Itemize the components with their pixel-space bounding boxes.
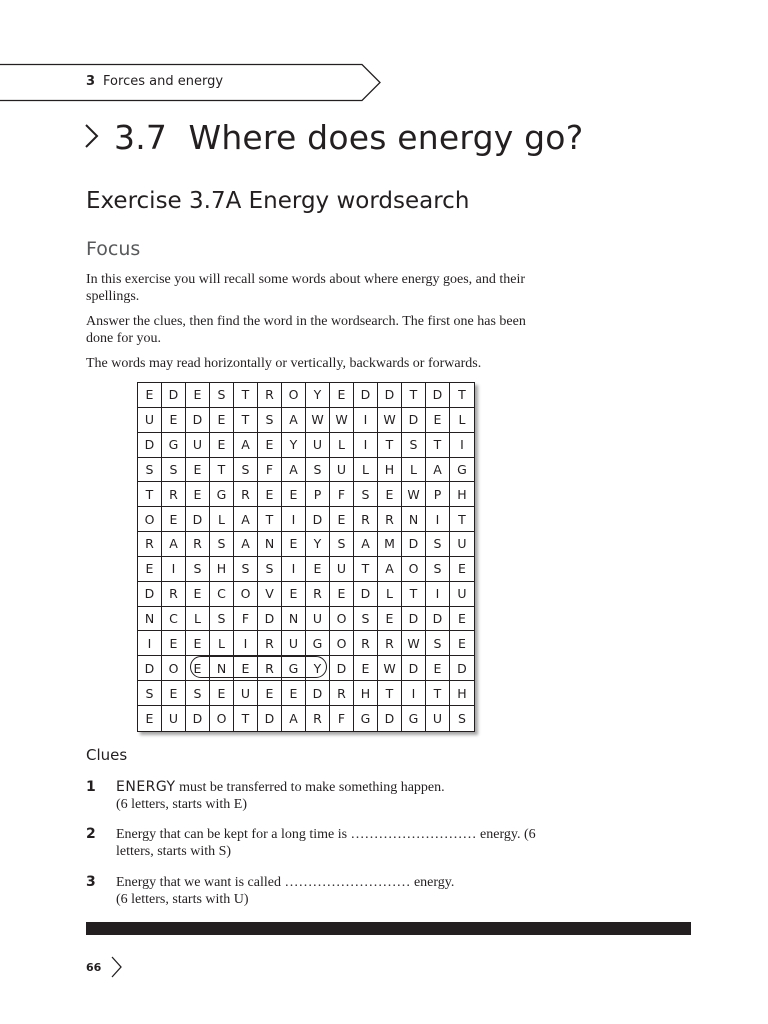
exercise-title: Exercise 3.7A Energy wordsearch	[86, 188, 470, 214]
grid-cell: D	[450, 656, 474, 681]
grid-cell: T	[234, 408, 258, 433]
grid-cell: L	[450, 408, 474, 433]
clue-answer: ENERGY	[116, 779, 176, 795]
grid-cell: E	[426, 408, 450, 433]
grid-cell: R	[354, 507, 378, 532]
focus-paragraph: The words may read horizontally or vertically, backwards or forwards.	[86, 356, 482, 371]
grid-cell: S	[138, 681, 162, 706]
grid-cell: I	[402, 681, 426, 706]
grid-cell: S	[210, 607, 234, 632]
grid-cell: E	[210, 433, 234, 458]
grid-cell: L	[378, 582, 402, 607]
grid-cell: L	[210, 631, 234, 656]
grid-cell: N	[258, 532, 282, 557]
grid-cell: S	[162, 458, 186, 483]
grid-cell: R	[162, 582, 186, 607]
grid-cell: E	[426, 656, 450, 681]
chevron-right-icon	[84, 123, 100, 149]
grid-cell: W	[378, 656, 402, 681]
chapter-number: 3	[86, 74, 96, 89]
clue-sentence: must be transferred to make something happen.	[175, 780, 445, 795]
grid-cell: N	[282, 607, 306, 632]
grid-cell: E	[234, 656, 258, 681]
grid-cell: E	[162, 507, 186, 532]
grid-cell: I	[162, 557, 186, 582]
grid-cell: I	[354, 408, 378, 433]
grid-cell: S	[210, 383, 234, 408]
grid-cell: I	[450, 433, 474, 458]
grid-cell: T	[234, 706, 258, 731]
grid-cell: T	[426, 681, 450, 706]
grid-cell: L	[402, 458, 426, 483]
grid-cell: S	[186, 557, 210, 582]
grid-cell: I	[426, 582, 450, 607]
clues-heading: Clues	[86, 746, 128, 764]
grid-cell: D	[402, 607, 426, 632]
grid-cell: F	[330, 706, 354, 731]
grid-cell: D	[162, 383, 186, 408]
grid-cell: T	[138, 482, 162, 507]
wordsearch-grid	[137, 382, 475, 732]
grid-cell: S	[258, 408, 282, 433]
page-number: 66	[86, 961, 102, 974]
grid-cell: G	[306, 631, 330, 656]
grid-cell: W	[330, 408, 354, 433]
grid-cell: P	[426, 482, 450, 507]
grid-cell: A	[234, 433, 258, 458]
grid-cell: D	[306, 681, 330, 706]
grid-cell: Y	[306, 656, 330, 681]
grid-cell: Y	[306, 532, 330, 557]
grid-cell: D	[138, 656, 162, 681]
section-title	[84, 118, 583, 157]
grid-cell: H	[450, 482, 474, 507]
grid-cell: Y	[282, 433, 306, 458]
grid-cell: T	[378, 681, 402, 706]
grid-cell: E	[210, 408, 234, 433]
grid-cell: U	[306, 607, 330, 632]
grid-cell: T	[426, 433, 450, 458]
grid-cell: D	[306, 507, 330, 532]
grid-cell: D	[186, 706, 210, 731]
grid-cell: E	[162, 681, 186, 706]
grid-cell: E	[354, 656, 378, 681]
grid-cell: I	[354, 433, 378, 458]
grid-cell: S	[426, 631, 450, 656]
chapter-title: Forces and energy	[103, 74, 224, 89]
grid-cell: G	[282, 656, 306, 681]
grid-cell: I	[282, 507, 306, 532]
grid-cell: U	[138, 408, 162, 433]
grid-cell: A	[162, 532, 186, 557]
grid-cell: E	[186, 383, 210, 408]
clue-sentence: Energy that we want is called ……………………… energy.	[116, 875, 455, 890]
focus-paragraph: In this exercise you will recall some words about where energy goes, and their spellings.	[86, 272, 526, 304]
grid-cell: E	[186, 656, 210, 681]
clue-text	[116, 779, 536, 813]
grid-cell: R	[354, 631, 378, 656]
grid-cell: S	[426, 532, 450, 557]
clue-text	[116, 874, 536, 908]
grid-cell: U	[450, 532, 474, 557]
grid-cell: E	[450, 631, 474, 656]
grid-cell: W	[306, 408, 330, 433]
grid-cell: U	[330, 557, 354, 582]
grid-cell: C	[210, 582, 234, 607]
grid-cell: I	[282, 557, 306, 582]
focus-heading: Focus	[86, 238, 141, 260]
grid-cell: I	[234, 631, 258, 656]
grid-cell: S	[186, 681, 210, 706]
grid-cell: T	[234, 383, 258, 408]
grid-cell: U	[186, 433, 210, 458]
grid-cell: T	[258, 507, 282, 532]
grid-cell: G	[402, 706, 426, 731]
grid-cell: V	[258, 582, 282, 607]
grid-cell: C	[162, 607, 186, 632]
grid-cell: G	[162, 433, 186, 458]
grid-cell: E	[258, 433, 282, 458]
grid-cell: D	[258, 607, 282, 632]
grid-cell: E	[282, 482, 306, 507]
grid-cell: D	[426, 383, 450, 408]
grid-cell: R	[378, 631, 402, 656]
grid-cell: E	[306, 557, 330, 582]
grid-cell: A	[234, 532, 258, 557]
grid-cell: N	[402, 507, 426, 532]
grid-cell: O	[402, 557, 426, 582]
grid-cell: G	[210, 482, 234, 507]
grid-cell: R	[138, 532, 162, 557]
clue-hint: (6 letters, starts with E)	[116, 797, 248, 812]
grid-cell: D	[354, 582, 378, 607]
grid-cell: G	[354, 706, 378, 731]
grid-cell: D	[402, 532, 426, 557]
grid-cell: T	[210, 458, 234, 483]
grid-cell: E	[282, 681, 306, 706]
grid-cell: L	[354, 458, 378, 483]
grid-cell: T	[378, 433, 402, 458]
chevron-right-icon	[110, 955, 124, 979]
grid-cell: O	[162, 656, 186, 681]
grid-cell: S	[306, 458, 330, 483]
grid-cell: E	[138, 557, 162, 582]
grid-cell: S	[138, 458, 162, 483]
grid-cell: U	[330, 458, 354, 483]
clue-number: 2	[86, 826, 96, 842]
grid-cell: E	[162, 631, 186, 656]
grid-cell: P	[306, 482, 330, 507]
grid-cell: E	[330, 383, 354, 408]
grid-cell: W	[402, 631, 426, 656]
section-heading: Where does energy go?	[188, 118, 584, 157]
grid-cell: U	[306, 433, 330, 458]
grid-cell: H	[450, 681, 474, 706]
grid-cell: O	[210, 706, 234, 731]
grid-cell: R	[258, 383, 282, 408]
grid-cell: E	[186, 458, 210, 483]
grid-cell: A	[282, 706, 306, 731]
grid-cell: R	[162, 482, 186, 507]
grid-cell: S	[402, 433, 426, 458]
grid-cell: L	[210, 507, 234, 532]
grid-cell: L	[186, 607, 210, 632]
grid-cell: E	[138, 706, 162, 731]
grid-cell: E	[162, 408, 186, 433]
grid-cell: S	[426, 557, 450, 582]
grid-cell: L	[330, 433, 354, 458]
grid-cell: F	[330, 482, 354, 507]
grid-cell: R	[378, 507, 402, 532]
grid-cell: E	[450, 557, 474, 582]
grid-cell: S	[330, 532, 354, 557]
focus-paragraph: Answer the clues, then find the word in the wordsearch. The first one has been done for you.	[86, 314, 526, 346]
grid-cell: O	[330, 631, 354, 656]
grid-cell: R	[306, 706, 330, 731]
grid-cell: E	[378, 607, 402, 632]
chapter-header	[86, 74, 223, 89]
grid-cell: D	[402, 408, 426, 433]
grid-cell: T	[402, 383, 426, 408]
clue-number: 1	[86, 779, 96, 795]
grid-cell: S	[210, 532, 234, 557]
clue-text: Energy that can be kept for a long time is ……………………… energy. (6 letters, starts with S)	[116, 827, 536, 859]
grid-cell: T	[402, 582, 426, 607]
grid-cell: S	[354, 482, 378, 507]
grid-cell: A	[378, 557, 402, 582]
clue-number: 3	[86, 874, 96, 890]
grid-cell: E	[282, 532, 306, 557]
grid-cell: D	[426, 607, 450, 632]
grid-cell: W	[402, 482, 426, 507]
grid-cell: E	[378, 482, 402, 507]
grid-cell: E	[258, 482, 282, 507]
grid-cell: O	[330, 607, 354, 632]
grid-cell: R	[234, 482, 258, 507]
grid-cell: E	[258, 681, 282, 706]
grid-cell: U	[426, 706, 450, 731]
grid-cell: T	[450, 507, 474, 532]
grid-cell: R	[258, 656, 282, 681]
clue-hint: (6 letters, starts with U)	[116, 892, 249, 907]
grid-cell: D	[354, 383, 378, 408]
grid-cell: A	[354, 532, 378, 557]
grid-cell: H	[354, 681, 378, 706]
grid-cell: D	[138, 582, 162, 607]
grid-cell: N	[138, 607, 162, 632]
grid-cell: M	[378, 532, 402, 557]
grid-cell: G	[450, 458, 474, 483]
grid-cell: S	[258, 557, 282, 582]
grid-cell: D	[378, 706, 402, 731]
grid-cell: F	[234, 607, 258, 632]
grid-cell: O	[234, 582, 258, 607]
grid-cell: N	[210, 656, 234, 681]
grid-cell: R	[186, 532, 210, 557]
grid-cell: S	[234, 557, 258, 582]
grid-cell: D	[186, 408, 210, 433]
grid-cell: E	[138, 383, 162, 408]
grid-cell: T	[354, 557, 378, 582]
grid-cell: E	[210, 681, 234, 706]
grid-cell: W	[378, 408, 402, 433]
grid-cell: A	[282, 408, 306, 433]
grid-cell: D	[138, 433, 162, 458]
grid-cell: E	[186, 631, 210, 656]
grid-cell: F	[258, 458, 282, 483]
grid-cell: D	[330, 656, 354, 681]
grid-cell: H	[210, 557, 234, 582]
grid-cell: U	[162, 706, 186, 731]
grid-cell: E	[330, 582, 354, 607]
grid-cell: A	[426, 458, 450, 483]
grid-cell: E	[282, 582, 306, 607]
grid-cell: O	[138, 507, 162, 532]
grid-cell: I	[426, 507, 450, 532]
grid-cell: Y	[306, 383, 330, 408]
grid-cell: E	[450, 607, 474, 632]
grid-cell: O	[282, 383, 306, 408]
section-number: 3.7	[114, 118, 168, 157]
grid-cell: R	[258, 631, 282, 656]
grid-cell: H	[378, 458, 402, 483]
grid-cell: R	[306, 582, 330, 607]
grid-cell: I	[138, 631, 162, 656]
grid-cell: T	[450, 383, 474, 408]
grid-cell: D	[378, 383, 402, 408]
grid-cell: R	[330, 681, 354, 706]
grid-cell: A	[282, 458, 306, 483]
grid-cell: D	[402, 656, 426, 681]
grid-cell: S	[458, 710, 466, 726]
grid-cell: E	[186, 482, 210, 507]
grid-cell: U	[234, 681, 258, 706]
grid-cell: D	[186, 507, 210, 532]
grid-cell: E	[330, 507, 354, 532]
grid-cell: A	[234, 507, 258, 532]
grid-cell: U	[282, 631, 306, 656]
footer-bar	[86, 922, 691, 935]
grid-cell: S	[234, 458, 258, 483]
grid-cell: E	[186, 582, 210, 607]
grid-cell: U	[450, 582, 474, 607]
grid-cell: S	[354, 607, 378, 632]
grid-cell: D	[258, 706, 282, 731]
